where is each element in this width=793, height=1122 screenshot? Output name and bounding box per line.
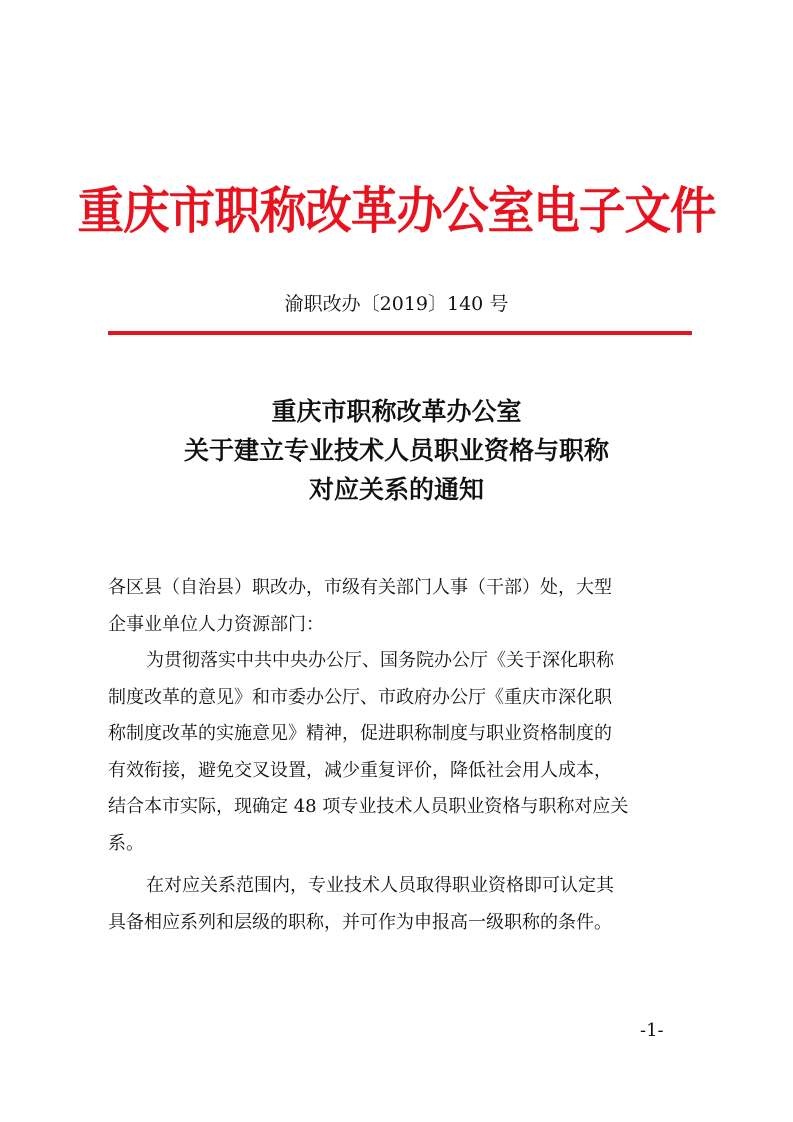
text-line: 称制度改革的实施意见》精神，促进职称制度与职业资格制度的 — [108, 723, 612, 744]
masthead-title: 重庆市职称改革办公室电子文件 — [77, 181, 716, 240]
text-line: 制度改革的意见》和市委办公厅、市政府办公厅《重庆市深化职 — [108, 686, 612, 708]
text-line: 为贯彻落实中共中央办公厅、国务院办公厅《关于深化职称 — [146, 650, 614, 671]
addressee-paragraph — [108, 570, 693, 643]
text-line: 各区县（自治县）职改办，市级有关部门人事（干部）处，大型 — [108, 577, 612, 598]
text-line: 具备相应系列和层级的职称，并可作为申报高一级职称的条件。 — [108, 911, 612, 933]
document-number: 渝职改办〔2019〕140 号 — [284, 293, 509, 315]
page-number: -1- — [640, 1020, 664, 1041]
title-line: 对应关系的通知 — [308, 475, 484, 504]
title-line: 关于建立专业技术人员职业资格与职称 — [183, 436, 609, 465]
body-paragraph-1 — [108, 643, 693, 862]
body-paragraph-2 — [108, 868, 693, 941]
text-line: 结合本市实际，现确定 48 项专业技术人员职业资格与职称对应关 — [108, 796, 629, 817]
title-line: 重庆市职称改革办公室 — [271, 397, 522, 426]
text-line: 在对应关系范围内，专业技术人员取得职业资格即可认定其 — [146, 875, 614, 896]
text-line: 企事业单位人力资源部门： — [108, 613, 324, 635]
notice-title — [0, 392, 793, 509]
red-separator-rule — [108, 331, 692, 335]
notice-body — [108, 570, 693, 941]
text-line: 有效衔接，避免交叉设置，减少重复评价，降低社会用人成本， — [108, 759, 612, 781]
text-line: 系。 — [108, 832, 144, 854]
